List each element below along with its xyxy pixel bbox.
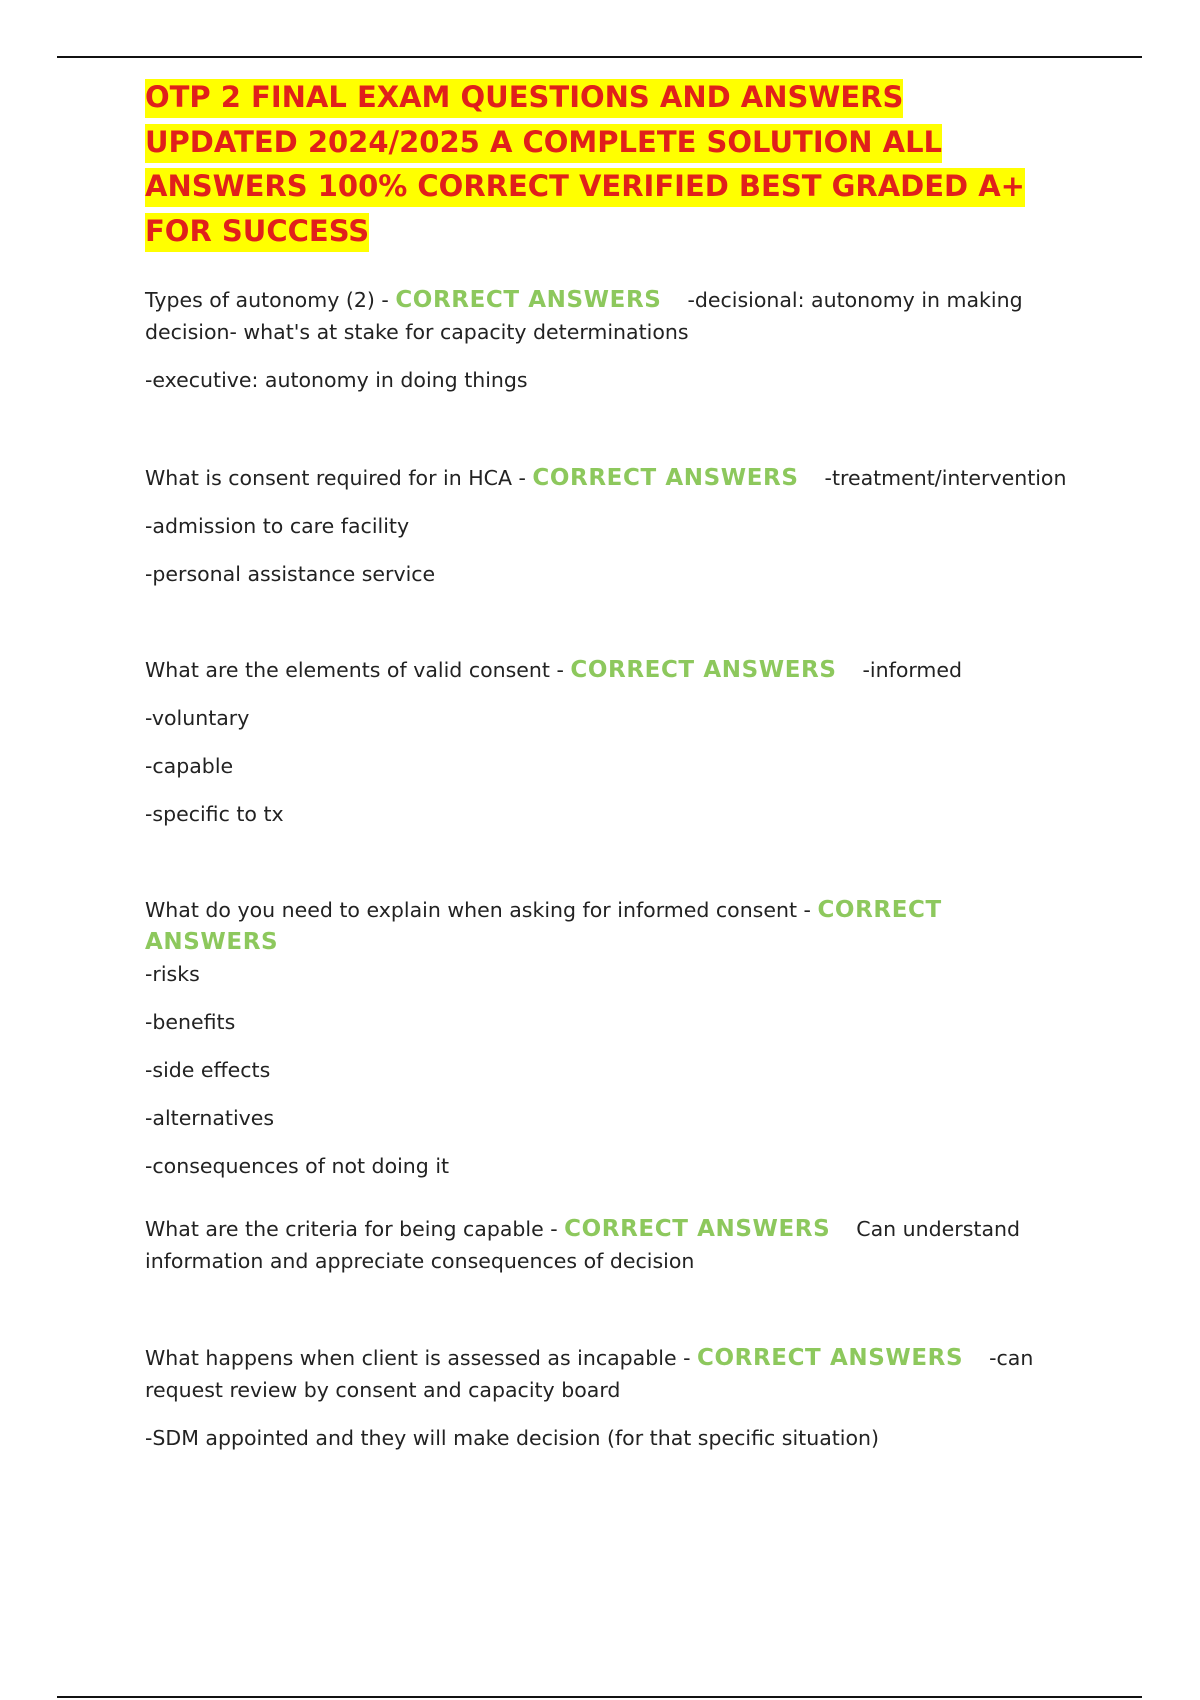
question-text: What is consent required for in HCA - (145, 466, 533, 490)
question-text: What are the elements of valid consent - (145, 658, 571, 682)
answer-line: -personal assistance service (145, 562, 436, 586)
question-text: What happens when client is assessed as incapable - (145, 1346, 697, 1370)
answer-text: -decisional: autonomy in making decision- what's at stake for capacity determinations (145, 288, 1023, 344)
answer-text: -can request review by consent and capacity board (145, 1346, 1034, 1402)
answer-text: Can understand information and appreciate consequences of decision (145, 1217, 1021, 1273)
answer-line: -alternatives (145, 1106, 275, 1130)
title-highlight: OTP 2 FINAL EXAM QUESTIONS AND ANSWERS UPDATED 2024/2025 A COMPLETE SOLUTION ALL ANSWERS 100% CORRECT VERIFIED BEST GRADED A+ FOR SUCCESS (145, 79, 1025, 252)
qa-block-1 (145, 284, 1095, 412)
footer-rule (57, 1696, 1142, 1698)
qa-question-line (145, 654, 1095, 686)
correct-answers-marker: CORRECT ANSWERS (570, 657, 837, 683)
qa-question-line (145, 284, 1095, 348)
answer-line: -voluntary (145, 706, 250, 730)
question-text: What are the criteria for being capable - (145, 1217, 565, 1241)
document-title (145, 75, 1045, 253)
qa-question-line (145, 894, 1095, 990)
answer-line: -benefits (145, 1010, 236, 1034)
answer-text: -risks (145, 962, 200, 986)
header-rule (57, 56, 1142, 58)
answer-line: -SDM appointed and they will make decision (for that specific situation) (145, 1426, 880, 1450)
qa-block-4 (145, 894, 1095, 1198)
answer-line: -capable (145, 754, 234, 778)
correct-answers-marker: CORRECT ANSWERS (532, 465, 799, 491)
qa-question-line (145, 1342, 1095, 1406)
answer-line: -side effects (145, 1058, 271, 1082)
answer-line: -specific to tx (145, 802, 284, 826)
answer-text: -informed (862, 658, 963, 682)
qa-block-6 (145, 1342, 1095, 1470)
answer-line: -admission to care facility (145, 514, 410, 538)
qa-question-line (145, 462, 1095, 494)
qa-question-line (145, 1213, 1095, 1277)
correct-answers-marker: CORRECT ANSWERS (697, 1345, 964, 1371)
correct-answers-marker: CORRECT ANSWERS (564, 1216, 831, 1242)
qa-block-3 (145, 654, 1095, 846)
answer-line: -consequences of not doing it (145, 1154, 450, 1178)
question-text: What do you need to explain when asking for informed consent - (145, 898, 818, 922)
answer-text: -treatment/intervention (824, 466, 1067, 490)
correct-answers-marker: CORRECT ANSWERS (395, 287, 662, 313)
qa-block-5 (145, 1213, 1095, 1293)
correct-answers-marker: CORRECT ANSWERS (145, 897, 942, 955)
qa-block-2 (145, 462, 1095, 606)
answer-line: -executive: autonomy in doing things (145, 368, 528, 392)
question-text: Types of autonomy (2) - (145, 288, 396, 312)
